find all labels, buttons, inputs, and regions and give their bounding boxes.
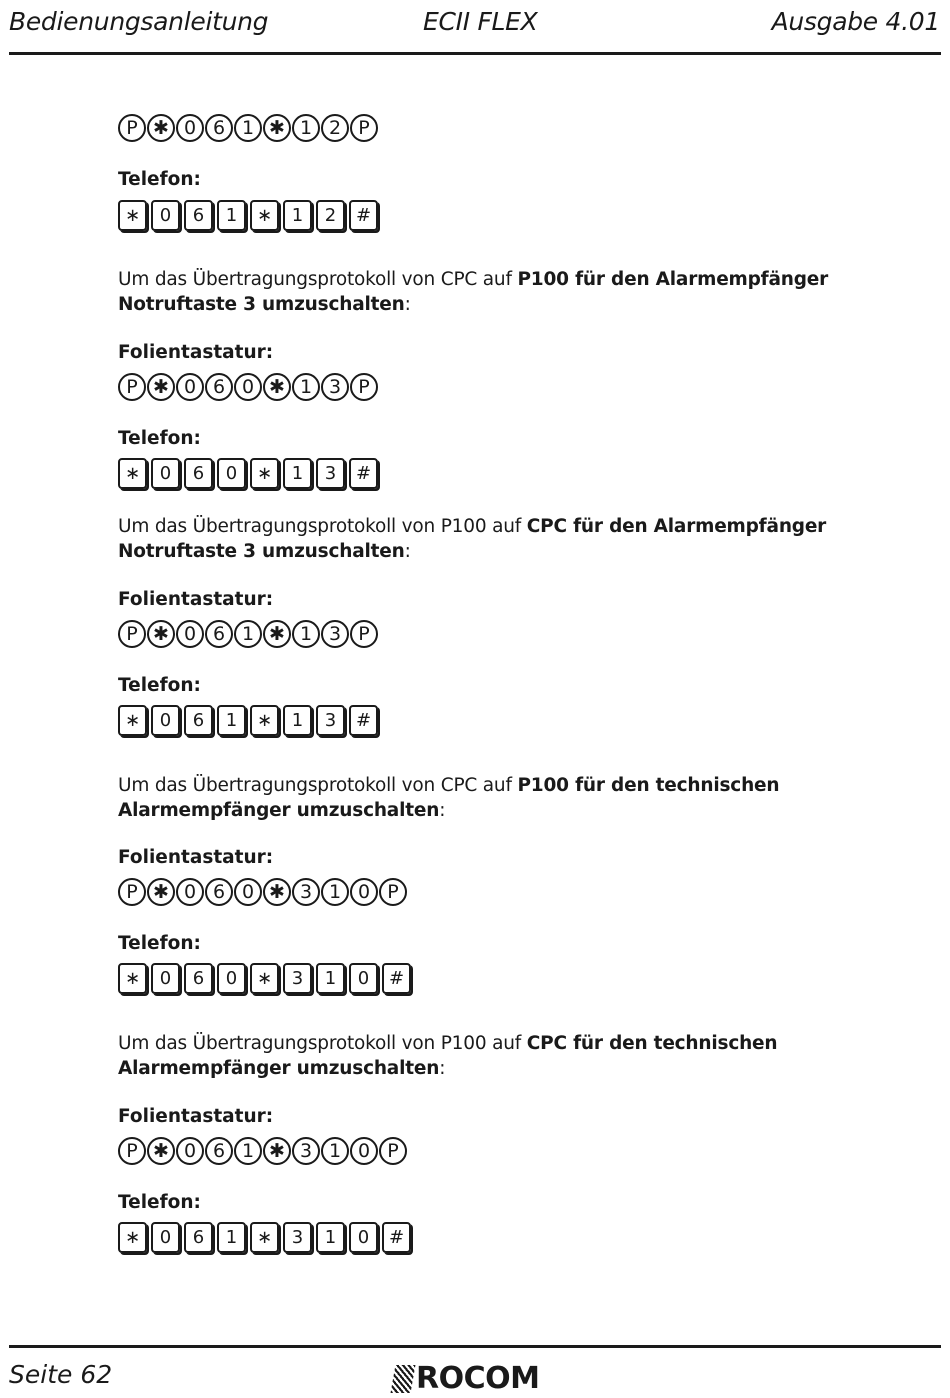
key-0: 0 [176, 1137, 204, 1165]
key-star: ✱ [263, 114, 291, 142]
key-p: P [118, 620, 146, 648]
key-1: 1 [283, 705, 312, 736]
key-0: 0 [151, 200, 180, 231]
key-star: ✱ [147, 114, 175, 142]
header-rule [9, 52, 941, 55]
phone-label: Telefon: [118, 933, 201, 954]
instruction-paragraph: Um das Übertragungsprotokoll von P100 auf CPC für den technischen Alarmempfänger umzuschalten: [118, 1033, 778, 1079]
key-0: 0 [151, 963, 180, 994]
key-p: P [379, 878, 407, 906]
key-p: P [350, 620, 378, 648]
key-0: 0 [349, 1222, 378, 1253]
key-hash: # [349, 458, 378, 489]
key-p: P [118, 1137, 146, 1165]
phone-label: Telefon: [118, 1192, 201, 1213]
key-1: 1 [292, 373, 320, 401]
key-0: 0 [176, 620, 204, 648]
key-star: ✱ [147, 620, 175, 648]
foil-keypad-sequence [118, 620, 379, 648]
key-hash: # [382, 963, 411, 994]
key-1: 1 [316, 963, 345, 994]
key-1: 1 [292, 620, 320, 648]
key-star: ∗ [250, 705, 279, 736]
key-star: ∗ [118, 200, 147, 231]
key-1: 1 [292, 114, 320, 142]
key-star: ∗ [118, 705, 147, 736]
key-3: 3 [283, 963, 312, 994]
phone-keypad-sequence [118, 200, 382, 231]
key-6: 6 [184, 963, 213, 994]
key-1: 1 [234, 1137, 262, 1165]
phone-keypad-sequence [118, 458, 382, 489]
key-1: 1 [217, 705, 246, 736]
key-star: ✱ [263, 1137, 291, 1165]
key-p: P [350, 114, 378, 142]
key-p: P [118, 373, 146, 401]
phone-keypad-sequence [118, 1222, 415, 1253]
key-0: 0 [234, 878, 262, 906]
key-star: ✱ [263, 373, 291, 401]
key-hash: # [349, 200, 378, 231]
foil-keypad-sequence [118, 1137, 408, 1165]
key-3: 3 [292, 878, 320, 906]
foil-keypad-label: Folientastatur: [118, 342, 274, 363]
key-p: P [350, 373, 378, 401]
key-1: 1 [283, 200, 312, 231]
foil-keypad-sequence [118, 878, 408, 906]
key-0: 0 [151, 705, 180, 736]
key-6: 6 [184, 458, 213, 489]
instruction-paragraph: Um das Übertragungsprotokoll von P100 auf CPC für den Alarmempfänger Notruftaste 3 umzuschalten: [118, 516, 827, 562]
key-star: ∗ [118, 963, 147, 994]
key-0: 0 [234, 373, 262, 401]
rocom-logo [393, 1361, 540, 1396]
phone-label: Telefon: [118, 169, 201, 190]
key-hash: # [382, 1222, 411, 1253]
key-1: 1 [217, 200, 246, 231]
phone-label: Telefon: [118, 675, 201, 696]
foil-keypad-sequence [118, 373, 379, 401]
foil-keypad-label: Folientastatur: [118, 1106, 274, 1127]
key-p: P [118, 878, 146, 906]
key-star: ∗ [118, 458, 147, 489]
key-0: 0 [176, 114, 204, 142]
foil-keypad-label: Folientastatur: [118, 589, 274, 610]
key-star: ✱ [147, 373, 175, 401]
logo-text: ROCOM [416, 1361, 540, 1396]
key-2: 2 [316, 200, 345, 231]
key-star: ✱ [263, 878, 291, 906]
key-6: 6 [184, 1222, 213, 1253]
key-0: 0 [151, 458, 180, 489]
key-star: ∗ [118, 1222, 147, 1253]
instruction-paragraph: Um das Übertragungsprotokoll von CPC auf P100 für den technischen Alarmempfänger umzuschalten: [118, 775, 780, 821]
key-star: ✱ [263, 620, 291, 648]
key-p: P [379, 1137, 407, 1165]
key-1: 1 [217, 1222, 246, 1253]
key-3: 3 [316, 458, 345, 489]
phone-keypad-sequence [118, 705, 382, 736]
key-6: 6 [205, 373, 233, 401]
key-hash: # [349, 705, 378, 736]
footer-rule [9, 1345, 941, 1348]
key-0: 0 [350, 1137, 378, 1165]
foil-keypad-sequence [118, 114, 379, 142]
key-6: 6 [205, 1137, 233, 1165]
key-0: 0 [176, 373, 204, 401]
key-0: 0 [349, 963, 378, 994]
key-star: ✱ [147, 878, 175, 906]
key-1: 1 [234, 620, 262, 648]
key-0: 0 [217, 458, 246, 489]
key-p: P [118, 114, 146, 142]
key-6: 6 [205, 114, 233, 142]
key-0: 0 [176, 878, 204, 906]
key-3: 3 [283, 1222, 312, 1253]
key-0: 0 [350, 878, 378, 906]
key-1: 1 [234, 114, 262, 142]
key-6: 6 [184, 705, 213, 736]
key-3: 3 [292, 1137, 320, 1165]
logo-mark-icon [391, 1365, 416, 1393]
key-1: 1 [321, 1137, 349, 1165]
key-1: 1 [316, 1222, 345, 1253]
phone-label: Telefon: [118, 428, 201, 449]
key-3: 3 [316, 705, 345, 736]
key-3: 3 [321, 373, 349, 401]
key-6: 6 [205, 620, 233, 648]
key-star: ✱ [147, 1137, 175, 1165]
instruction-paragraph: Um das Übertragungsprotokoll von CPC auf P100 für den Alarmempfänger Notruftaste 3 umzuschalten: [118, 269, 829, 315]
key-star: ∗ [250, 200, 279, 231]
key-0: 0 [151, 1222, 180, 1253]
header-edition: Ausgabe 4.01 [771, 7, 940, 36]
key-1: 1 [321, 878, 349, 906]
page-number: Seite 62 [9, 1360, 113, 1389]
key-6: 6 [205, 878, 233, 906]
key-star: ∗ [250, 1222, 279, 1253]
phone-keypad-sequence [118, 963, 415, 994]
key-6: 6 [184, 200, 213, 231]
header-product: ECII FLEX [423, 7, 538, 36]
key-3: 3 [321, 620, 349, 648]
header-title: Bedienungsanleitung [9, 7, 269, 36]
key-1: 1 [283, 458, 312, 489]
foil-keypad-label: Folientastatur: [118, 847, 274, 868]
key-star: ∗ [250, 963, 279, 994]
key-star: ∗ [250, 458, 279, 489]
key-2: 2 [321, 114, 349, 142]
key-0: 0 [217, 963, 246, 994]
